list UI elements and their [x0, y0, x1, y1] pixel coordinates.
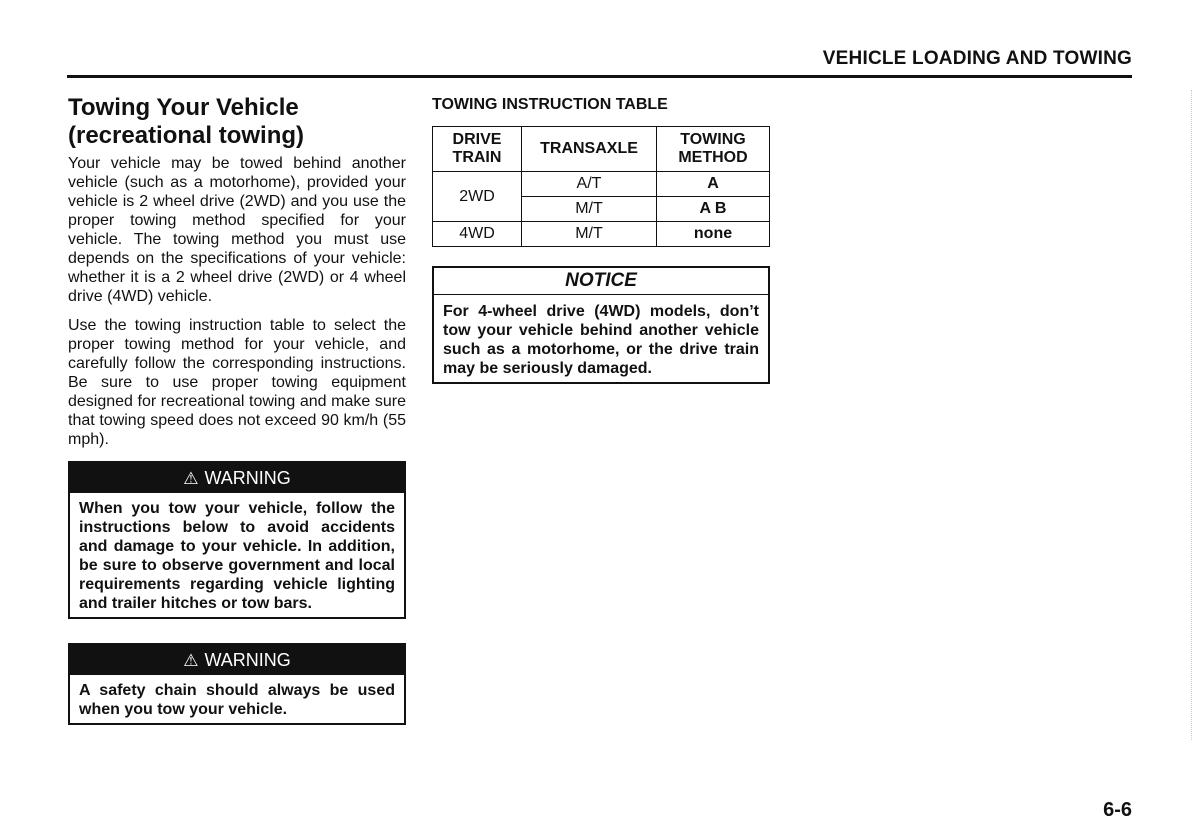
warning-label: WARNING	[204, 468, 291, 488]
cell-method: A B	[657, 197, 770, 222]
table-title: TOWING INSTRUCTION TABLE	[432, 96, 668, 113]
notice-text: For 4-wheel drive (4WD) models, don’t tow your vehicle behind another vehicle such as a motorhome, or the drive train may be seriously damaged.	[443, 303, 759, 377]
paragraph-towing-intro: Your vehicle may be towed behind another vehicle (such as a motorhome), provided your vehicle is 2 wheel drive (2WD) and you use the proper towing method specified for your vehicle. The towing method you must use depends on the specifications of your vehicle: whether it is a 2 wheel drive (2WD) or 4 wheel drive (4WD) vehicle.	[68, 155, 406, 305]
warning-label: WARNING	[204, 650, 291, 670]
cell-transaxle: A/T	[522, 172, 657, 197]
warning-triangle-icon: ⚠	[183, 651, 199, 670]
right-column	[432, 96, 770, 384]
section-header: VEHICLE LOADING AND TOWING	[822, 48, 1132, 69]
cell-method: none	[657, 222, 770, 247]
paragraph-towing-table-usage: Use the towing instruction table to select the proper towing method for your vehicle, and carefully follow the corresponding instructions. Be sure to use proper towing equipment designed for recreational towing and make sure that towing speed does not exceed 90 km/h (55 mph).	[68, 317, 406, 448]
header-rule	[67, 75, 1132, 78]
left-column	[68, 94, 406, 725]
header-drive-train: DRIVE TRAIN	[433, 127, 522, 172]
cell-method: A	[657, 172, 770, 197]
cell-drive: 4WD	[433, 222, 522, 247]
header-towing-method: TOWING METHOD	[657, 127, 770, 172]
table-row	[433, 222, 770, 247]
section-title: Towing Your Vehicle (recreational towing)	[68, 94, 305, 149]
notice-box	[432, 266, 770, 384]
table-row	[433, 172, 770, 197]
page-edge-divider	[1190, 90, 1192, 740]
notice-label: NOTICE	[434, 268, 768, 295]
warning-triangle-icon: ⚠	[183, 469, 199, 488]
warning-text: A safety chain should always be used when you tow your vehicle.	[79, 682, 395, 718]
header-transaxle: TRANSAXLE	[522, 127, 657, 172]
page-number: 6-6	[1103, 799, 1132, 821]
warning-text: When you tow your vehicle, follow the instructions below to avoid accidents and damage to your vehicle. In addition, be sure to observe government and local requirements regarding vehicle lighting and trailer hitches or tow bars.	[79, 500, 395, 612]
table-header-row	[433, 127, 770, 172]
warning-box-2	[68, 643, 406, 725]
cell-transaxle: M/T	[522, 197, 657, 222]
cell-transaxle: M/T	[522, 222, 657, 247]
towing-instruction-table	[432, 126, 770, 247]
cell-drive: 2WD	[433, 172, 522, 222]
warning-box-1	[68, 461, 406, 619]
warning-header	[70, 645, 404, 675]
warning-header	[70, 463, 404, 493]
